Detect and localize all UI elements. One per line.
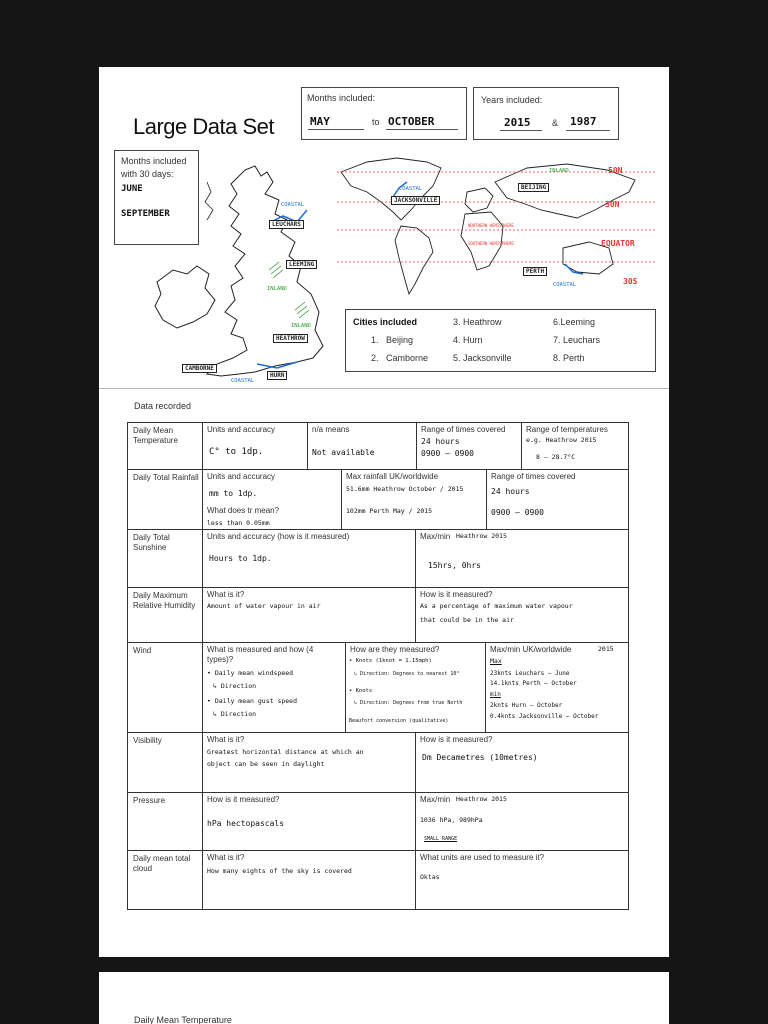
thirty-day-label-1: Months included	[121, 156, 187, 166]
cell-value: 1036 hPa, 989hPa	[420, 816, 483, 824]
city-label-jacksonville: JACKSONVILLE	[391, 196, 440, 205]
row-label-cloud: Daily mean total cloud	[133, 854, 191, 873]
row-label-cell	[127, 850, 203, 910]
cell-value: 14.1knts Perth – October	[490, 680, 577, 687]
table-cell	[415, 732, 629, 793]
table-cell	[485, 642, 629, 733]
row-label-cell	[127, 732, 203, 793]
table-cell	[307, 422, 417, 470]
next-page-heading: Daily Mean Temperature	[134, 1015, 232, 1024]
cell-value: Oktas	[420, 873, 440, 881]
row-label-sunshine: Daily Total Sunshine	[133, 533, 170, 552]
cell-heading: How is it measured?	[207, 795, 280, 804]
row-label-humidity: Daily Maximum Relative Humidity	[133, 591, 196, 610]
table-cell	[202, 792, 416, 851]
cell-value: Not available	[312, 448, 375, 457]
months-included-box	[301, 87, 467, 140]
cell-value: Max	[490, 657, 502, 665]
cell-value: As a percentage of maximum water vapour	[420, 602, 573, 610]
cell-heading: What units are used to measure it?	[420, 853, 545, 862]
cell-value: 102mm Perth May / 2015	[346, 507, 433, 515]
table-cell	[416, 422, 522, 470]
coastal-label-uk-1: COASTAL	[281, 202, 305, 208]
cell-value: e.g. Heathrow 2015	[526, 436, 597, 444]
cell-value: hPa hectopascals	[207, 819, 285, 828]
cell-value: object can be seen in daylight	[207, 760, 325, 768]
worksheet-page	[99, 67, 669, 957]
table-cell	[415, 529, 629, 588]
cities-included-box	[345, 309, 656, 372]
cities-heading: Cities included	[353, 317, 418, 327]
city-3: 3. Heathrow	[453, 317, 502, 327]
cell-value: less than 0.05mm	[207, 519, 270, 527]
cell-heading: How is it measured?	[420, 590, 493, 599]
cell-value: ↳ Direction	[213, 710, 257, 718]
table-cell	[202, 732, 416, 793]
cell-heading: Units and accuracy	[207, 425, 276, 434]
cell-heading: What is it?	[207, 853, 245, 862]
cell-value: that could be in the air	[420, 616, 514, 624]
cell-value: mm to 1dp.	[209, 489, 258, 498]
table-cell	[341, 469, 487, 530]
month-to: OCTOBER	[388, 115, 435, 128]
cell-heading: Units and accuracy	[207, 472, 276, 481]
cell-value: Beaufort conversion (qualitative)	[349, 718, 449, 724]
latitude-50n: 50N	[608, 166, 623, 175]
cell-value: Greatest horizontal distance at which an	[207, 748, 364, 756]
city-number-2: 2.	[371, 353, 379, 363]
cell-value: 23knts Leuchars – June	[490, 670, 570, 677]
coastal-label-world-2: COASTAL	[553, 282, 577, 288]
latitude-30n: 30N	[605, 200, 620, 209]
cell-value: min	[490, 691, 501, 698]
cell-value: ↳ Direction: Degrees from true North	[354, 700, 463, 706]
city-label-leeming: LEEMING	[286, 260, 317, 269]
city-5: 5. Jacksonville	[453, 353, 512, 363]
cell-value: • Daily mean windspeed	[207, 669, 294, 677]
table-cell	[202, 850, 416, 910]
cell-heading: Max rainfall UK/worldwide	[346, 472, 439, 481]
cell-heading: Max/min UK/worldwide	[490, 645, 572, 654]
city-1: Beijing	[386, 335, 414, 345]
row-label-temperature: Daily Mean Temperature	[133, 426, 178, 445]
table-cell	[202, 587, 416, 643]
cell-value: Heathrow 2015	[456, 532, 507, 540]
city-6: 6.Leeming	[553, 317, 596, 327]
city-label-camborne: CAMBORNE	[182, 364, 217, 373]
row-label-cell	[127, 422, 203, 470]
cell-value: 8 – 28.7°C	[536, 453, 576, 461]
cell-value: 15hrs, 0hrs	[428, 561, 481, 570]
row-label-cell	[127, 642, 203, 733]
table-cell	[521, 422, 629, 470]
to-word: to	[372, 117, 380, 127]
inland-label-world: INLAND	[549, 168, 569, 174]
row-label-cell	[127, 792, 203, 851]
year-one: 2015	[504, 116, 531, 129]
row-label-cell	[127, 469, 203, 530]
coastal-label-world-1: COASTAL	[399, 186, 423, 192]
city-label-perth: PERTH	[523, 267, 547, 276]
uk-map	[147, 162, 337, 387]
city-8: 8. Perth	[553, 353, 585, 363]
data-recorded-table	[127, 422, 629, 914]
cell-value: 24 hours	[421, 437, 460, 446]
cell-value: 51.6mm Heathrow October / 2015	[346, 485, 464, 493]
northern-hemisphere-label: NORTHERN HEMISPHERE	[468, 223, 514, 228]
table-cell	[202, 642, 346, 733]
row-label-pressure: Pressure	[133, 796, 166, 805]
cell-heading: Units and accuracy (how is it measured)	[207, 532, 350, 541]
page-title: Large Data Set	[133, 114, 274, 139]
city-label-hurn: HURN	[267, 371, 287, 380]
inland-label-uk-1: INLAND	[267, 286, 287, 292]
inland-label-uk-2: INLAND	[291, 323, 311, 329]
city-4: 4. Hurn	[453, 335, 483, 345]
cell-value: • Knots	[349, 688, 373, 694]
cell-heading: What is it?	[207, 735, 245, 744]
cell-value: ↳ Direction	[213, 682, 257, 690]
year-two: 1987	[570, 115, 597, 128]
city-label-leuchars: LEUCHARS	[269, 220, 304, 229]
row-label-rainfall: Daily Total Rainfall	[133, 473, 199, 482]
row-label-cell	[127, 529, 203, 588]
next-page	[99, 972, 669, 1024]
cell-heading: Range of times covered	[491, 472, 576, 481]
cell-value: 0900 – 0900	[491, 508, 544, 517]
table-cell	[415, 587, 629, 643]
cell-value: 2015	[598, 645, 614, 653]
ampersand: &	[552, 118, 559, 128]
years-included-label: Years included:	[481, 95, 543, 105]
table-cell	[202, 469, 342, 530]
table-cell	[345, 642, 486, 733]
months-included-label: Months included:	[307, 93, 376, 103]
row-label-cell	[127, 587, 203, 643]
cell-value: Dm Decametres (10metres)	[422, 753, 538, 762]
cell-heading: How is it measured?	[420, 735, 493, 744]
cell-value: • Knots (1knot = 1.15mph)	[349, 658, 432, 664]
cell-heading: What does tr mean?	[207, 506, 280, 515]
cell-value: • Daily mean gust speed	[207, 697, 298, 705]
data-recorded-heading: Data recorded	[134, 401, 192, 411]
table-cell	[486, 469, 629, 530]
thirty-day-month-2: SEPTEMBER	[121, 209, 170, 219]
thirty-day-label-2: with 30 days:	[121, 169, 174, 179]
cell-value: 0900 – 0900	[421, 449, 474, 458]
cell-value: 2knts Hurn – October	[490, 702, 563, 709]
table-cell	[202, 529, 416, 588]
cell-heading: n/a means	[312, 425, 350, 434]
cell-value: Heathrow 2015	[456, 795, 507, 803]
cell-heading: Range of times covered	[421, 425, 506, 434]
cell-value: 24 hours	[491, 487, 530, 496]
city-label-heathrow: HEATHROW	[273, 334, 308, 343]
cell-value: C° to 1dp.	[209, 447, 264, 457]
cell-value: Hours to 1dp.	[209, 554, 272, 563]
row-label-visibility: Visibility	[133, 736, 162, 745]
cell-value: ↳ Direction: Degrees to nearest 10°	[354, 671, 460, 677]
cell-heading: What is it?	[207, 590, 245, 599]
southern-hemisphere-label: SOUTHERN HEMISPHERE	[468, 241, 514, 246]
cell-value: Amount of water vapour in air	[207, 602, 321, 610]
thirty-day-month-1: JUNE	[121, 184, 143, 194]
city-label-beijing: BEIJING	[518, 183, 549, 192]
city-7: 7. Leuchars	[553, 335, 601, 345]
cell-heading: How are they measured?	[350, 645, 440, 654]
cell-heading: Max/min	[420, 532, 451, 541]
month-from: MAY	[310, 115, 330, 128]
city-2: Camborne	[386, 353, 429, 363]
city-number-1: 1.	[371, 335, 379, 345]
divider	[99, 388, 669, 389]
years-included-box	[473, 87, 619, 140]
row-label-wind: Wind	[133, 646, 152, 655]
table-cell	[415, 850, 629, 910]
cell-heading: What is measured and how (4 types)?	[207, 645, 314, 664]
table-cell	[202, 422, 308, 470]
cell-value: How many eights of the sky is covered	[207, 867, 352, 875]
latitude-equator: EQUATOR	[601, 239, 635, 248]
coastal-label-uk-2: COASTAL	[231, 378, 255, 384]
cell-heading: Max/min	[420, 795, 451, 804]
table-cell	[415, 792, 629, 851]
cell-value: 0.4knts Jacksonville – October	[490, 713, 599, 720]
cell-value: SMALL RANGE	[424, 836, 458, 842]
latitude-30s: 30S	[623, 277, 638, 286]
cell-heading: Range of temperatures	[526, 425, 608, 434]
